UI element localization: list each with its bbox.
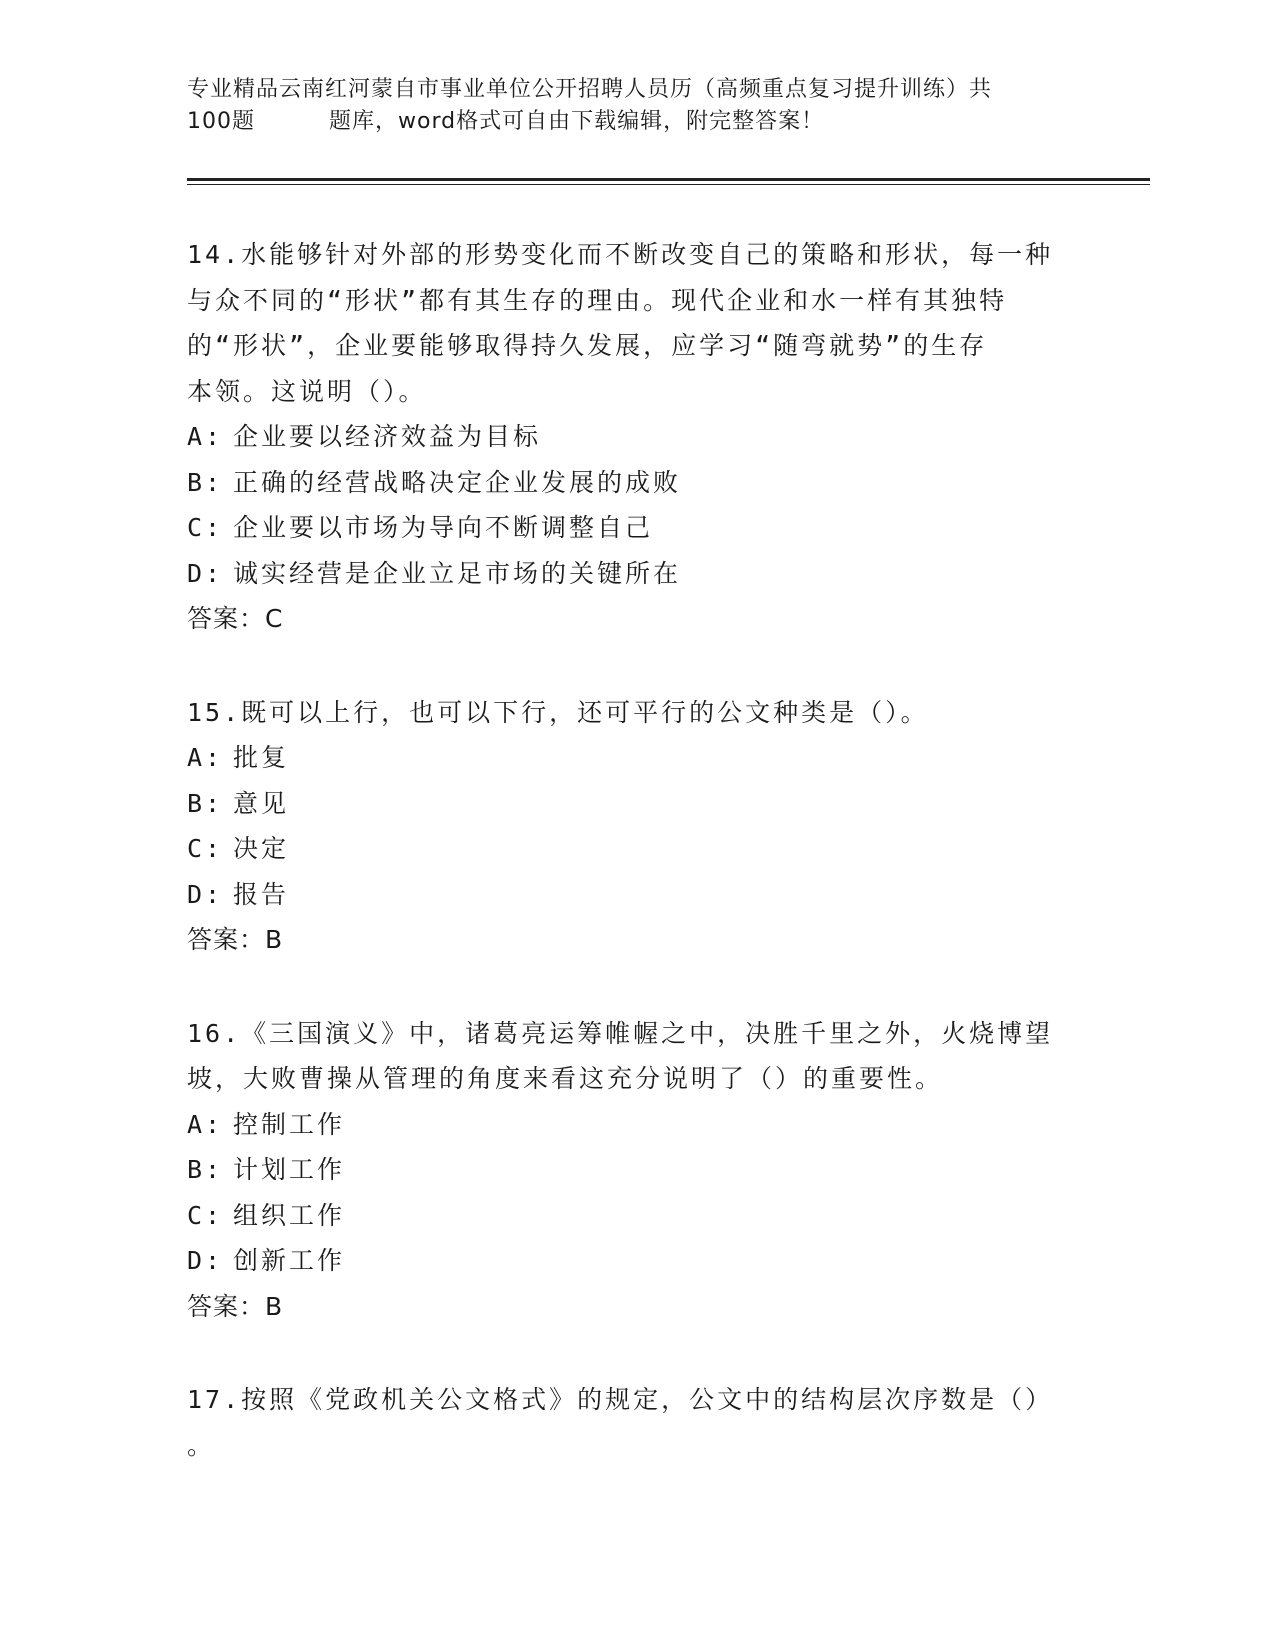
option-a (187, 1102, 1087, 1148)
option-text: 企业要以市场为导向不断调整自己 (233, 513, 654, 542)
option-b (187, 460, 1087, 506)
option-text: 控制工作 (233, 1109, 346, 1139)
option-a (187, 735, 1087, 781)
option-c (187, 1193, 1087, 1239)
question-stem-line: 16.《三国演义》中，诸葛亮运筹帷幄之中，决胜千里之外，火烧博望 (187, 1018, 1054, 1048)
option-text: 计划工作 (233, 1155, 346, 1184)
question-17 (187, 1377, 1087, 1468)
question-list (187, 232, 1087, 1516)
question-stem-line: 15.既可以上行，也可以下行，还可平行的公文种类是（）。 (187, 697, 929, 727)
option-d (187, 872, 1087, 918)
header-divider-thin (187, 184, 1150, 185)
option-d (187, 1238, 1087, 1284)
option-letter: A: (187, 422, 224, 451)
option-text: 决定 (233, 834, 290, 863)
header-line-2 (187, 106, 1067, 138)
question-stem-line: 本领。这说明（）。 (187, 376, 427, 406)
question-stem-line: 坡，大败曹操从管理的角度来看这充分说明了（）的重要性。 (187, 1064, 944, 1093)
option-text: 企业要以经济效益为目标 (233, 422, 542, 451)
header-line-1: 专业精品云南红河蒙自市事业单位公开招聘人员历（高频重点复习提升训练）共 (187, 77, 993, 102)
option-a (187, 414, 1087, 460)
option-text: 正确的经营战略决定企业发展的成败 (233, 467, 682, 497)
document-header (187, 74, 1067, 138)
question-15 (187, 690, 1087, 963)
option-letter: A: (187, 743, 224, 772)
option-letter: D: (187, 558, 224, 588)
option-letter: B: (187, 788, 224, 818)
header-question-count: 100题 (187, 109, 255, 134)
option-letter: D: (187, 1246, 224, 1275)
option-letter: C: (187, 1200, 224, 1230)
answer-line: 答案：B (187, 1291, 284, 1321)
question-stem-line: 的“形状”，企业要能够取得持久发展，应学习“随弯就势”的生存 (187, 331, 988, 360)
answer-line: 答案：B (187, 925, 284, 954)
option-letter: C: (187, 834, 224, 863)
option-c (187, 505, 1087, 551)
option-text: 诚实经营是企业立足市场的关键所在 (233, 558, 682, 588)
question-14 (187, 232, 1087, 642)
option-letter: A: (187, 1109, 224, 1139)
header-divider-thick (187, 178, 1150, 181)
option-text: 组织工作 (233, 1200, 346, 1230)
header-description: 题库，word格式可自由下载编辑，附完整答案！ (329, 109, 825, 134)
option-text: 创新工作 (233, 1246, 346, 1275)
option-d (187, 551, 1087, 597)
option-text: 批复 (233, 743, 290, 772)
option-b (187, 1147, 1087, 1193)
option-letter: C: (187, 513, 224, 542)
option-letter: D: (187, 879, 224, 909)
option-c (187, 826, 1087, 872)
option-b (187, 781, 1087, 827)
option-letter: B: (187, 467, 224, 497)
question-stem-line: 与众不同的“形状”都有其生存的理由。现代企业和水一样有其独特 (187, 285, 1008, 315)
question-stem-line: 14.水能够针对外部的形势变化而不断改变自己的策略和形状，每一种 (187, 240, 1054, 269)
question-stem-line: 。 (187, 1430, 216, 1460)
question-stem-line: 17.按照《党政机关公文格式》的规定，公文中的结构层次序数是（） (187, 1385, 1054, 1414)
question-16 (187, 1011, 1087, 1330)
option-letter: B: (187, 1155, 224, 1184)
answer-line: 答案：C (187, 604, 284, 633)
option-text: 意见 (233, 788, 290, 818)
option-text: 报告 (233, 879, 290, 909)
